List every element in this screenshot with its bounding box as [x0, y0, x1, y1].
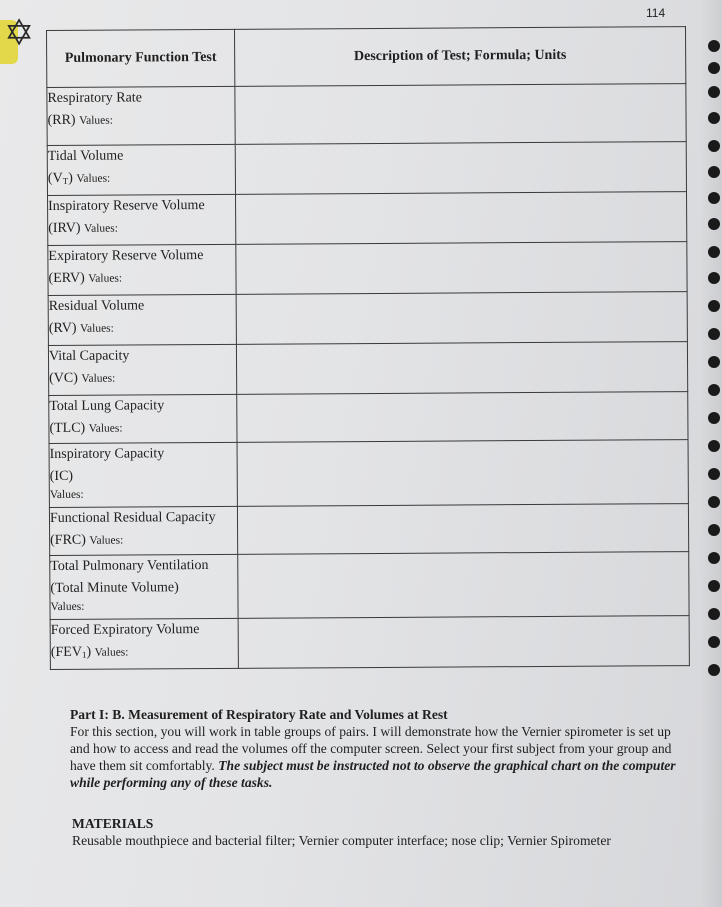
- test-abbreviation: (FRC): [50, 532, 86, 548]
- test-name: Functional Residual Capacity: [49, 509, 216, 526]
- table-header-row: [47, 27, 686, 88]
- test-name-cell: [50, 618, 238, 669]
- description-cell[interactable]: [236, 192, 687, 245]
- description-cell[interactable]: [235, 142, 686, 195]
- table-header-description: Description of Test; Formula; Units: [234, 27, 685, 87]
- materials-section: [72, 815, 692, 849]
- test-name: Total Lung Capacity: [49, 398, 165, 414]
- description-cell[interactable]: [236, 292, 687, 345]
- table-row: [48, 192, 687, 246]
- table-row: [49, 504, 688, 556]
- table-row: [48, 342, 687, 396]
- test-name-cell: [48, 294, 236, 345]
- values-label: Values:: [88, 422, 123, 435]
- table-row: [48, 242, 687, 296]
- values-label: Values:: [94, 646, 129, 659]
- table-row: [48, 292, 687, 346]
- values-label: Values:: [81, 372, 116, 385]
- test-abbreviation: $(V_T)$: [47, 170, 73, 186]
- description-cell[interactable]: [237, 440, 688, 507]
- values-label: Values:: [84, 222, 118, 235]
- description-cell[interactable]: [238, 616, 689, 669]
- test-name: Vital Capacity: [48, 348, 130, 364]
- table-row: [50, 616, 689, 670]
- part1-heading: Part I: B. Measurement of Respiratory Rate and Volumes at Rest: [70, 707, 448, 722]
- test-name: Forced Expiratory Volume: [50, 622, 200, 638]
- test-name: Residual Volume: [48, 298, 145, 314]
- description-cell[interactable]: [238, 552, 689, 619]
- test-abbreviation: (RV): [48, 320, 77, 336]
- test-abbreviation: (VC): [49, 370, 78, 386]
- test-name: Inspiratory Capacity: [49, 446, 165, 462]
- test-abbreviation: (ERV): [48, 270, 85, 286]
- materials-body: Reusable mouthpiece and bacterial filter; Vernier computer interface; nose clip; Vernier Spirometer: [72, 833, 611, 848]
- table-row: [49, 392, 688, 444]
- test-name-cell: [50, 554, 238, 619]
- description-cell[interactable]: [237, 504, 688, 555]
- table-row: [49, 440, 688, 508]
- test-name-cell: [49, 442, 237, 507]
- test-name-cell: [47, 86, 235, 145]
- table-row: [47, 84, 686, 146]
- table-row: [50, 552, 689, 620]
- description-cell[interactable]: [237, 392, 688, 443]
- test-name: Respiratory Rate: [47, 90, 142, 106]
- star-doodle-icon: ✡: [4, 13, 35, 54]
- test-name-cell: [48, 344, 236, 395]
- values-label: Values:: [79, 114, 113, 127]
- part1-body: [70, 723, 690, 791]
- values-label: Values:: [89, 534, 124, 547]
- test-abbreviation: (Total Minute Volume): [50, 580, 179, 596]
- test-name: Tidal Volume: [47, 148, 124, 164]
- values-label: Values:: [49, 488, 84, 501]
- part1-emphasis: The subject must be instructed not to observe the graphical chart on the computer while performing any of these tasks.: [70, 758, 676, 790]
- test-name-cell: [48, 194, 236, 245]
- test-abbreviation: (RR): [47, 112, 76, 128]
- test-name-cell: [47, 144, 235, 195]
- test-abbreviation: (TLC): [49, 420, 86, 436]
- test-name-cell: [49, 394, 237, 443]
- test-name-cell: [48, 244, 236, 295]
- pulmonary-function-table: [46, 26, 690, 670]
- test-name-cell: [49, 506, 237, 555]
- table-header-test: Pulmonary Function Test: [47, 29, 235, 87]
- part1-section: [70, 706, 690, 791]
- test-abbreviation: $(FEV_1)$: [50, 644, 92, 660]
- spiral-binding: [700, 0, 722, 907]
- values-label: Values:: [79, 322, 114, 335]
- test-name: Inspiratory Reserve Volume: [48, 198, 205, 214]
- test-abbreviation: (IC): [49, 468, 74, 484]
- table-row: [47, 142, 686, 196]
- test-name: Expiratory Reserve Volume: [48, 248, 204, 264]
- values-label: Values:: [88, 272, 123, 285]
- test-name: Total Pulmonary Ventilation: [50, 558, 209, 574]
- test-abbreviation: (IRV): [48, 220, 81, 236]
- description-cell[interactable]: [236, 342, 687, 395]
- description-cell[interactable]: [236, 242, 687, 295]
- materials-heading: MATERIALS: [72, 816, 154, 831]
- page-number: 114: [646, 6, 666, 20]
- values-label: Values:: [50, 600, 85, 613]
- part1-body-text: For this section, you will work in table groups of pairs. I will demonstrate how the Vernier spirometer is set up and how to access and read the volumes off the computer screen. Select your first subject from your group and have them sit comfortably.: [70, 724, 672, 773]
- values-label: Values:: [76, 172, 111, 185]
- description-cell[interactable]: [235, 84, 686, 145]
